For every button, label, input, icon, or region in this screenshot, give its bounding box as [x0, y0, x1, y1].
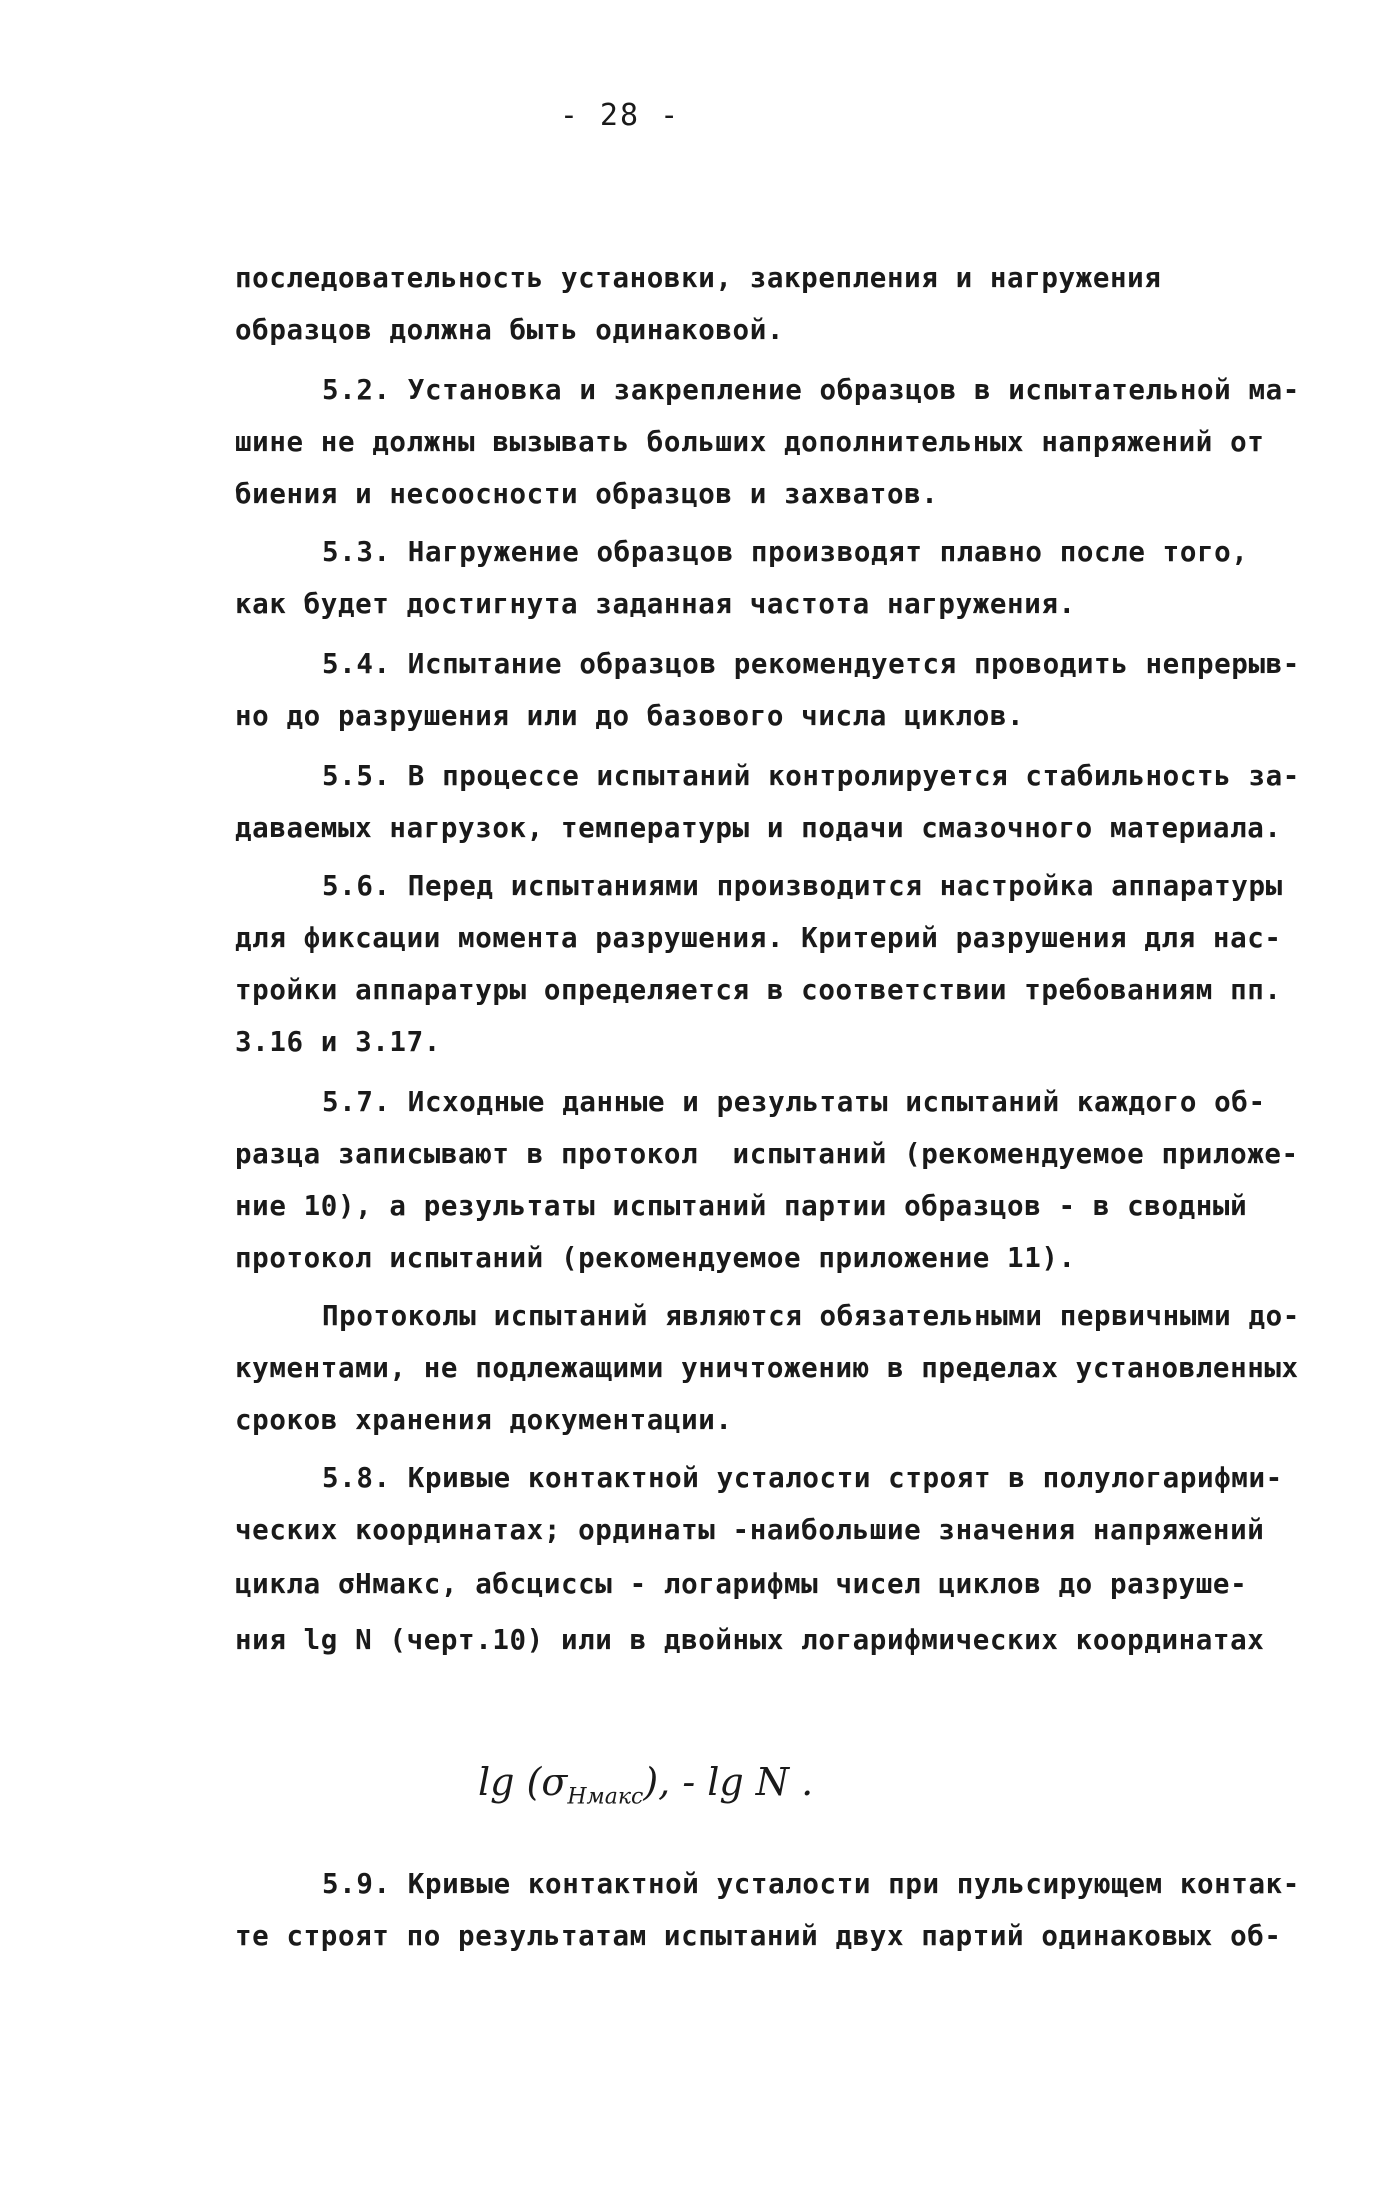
text-line: ние 10), а результаты испытаний партии образцов - в сводный — [235, 1190, 1248, 1222]
text-line: ния lg N (черт.10) или в двойных логарифмических координатах — [235, 1624, 1265, 1656]
text-line: даваемых нагрузок, температуры и подачи смазочного материала. — [235, 812, 1282, 844]
text-line: 5.5. В процессе испытаний контролируется стабильность за- — [322, 760, 1300, 792]
text-line: те строят по результатам испытаний двух партий одинаковых об- — [235, 1920, 1282, 1952]
text-line: 5.7. Исходные данные и результаты испытаний каждого об- — [322, 1086, 1266, 1118]
text-line: Протоколы испытаний являются обязательными первичными до- — [322, 1300, 1300, 1332]
text-line: шине не должны вызывать больших дополнительных напряжений от — [235, 426, 1265, 458]
text-line: последовательность установки, закрепления и нагружения — [235, 262, 1162, 294]
text-line: протокол испытаний (рекомендуемое приложение 11). — [235, 1242, 1076, 1274]
formula — [478, 1760, 813, 1810]
text-line: биения и несоосности образцов и захватов. — [235, 478, 939, 510]
text-line: 5.3. Нагружение образцов производят плавно после того, — [322, 536, 1249, 568]
text-line: 5.2. Установка и закрепление образцов в испытательной ма- — [322, 374, 1300, 406]
text-line: 5.9. Кривые контактной усталости при пульсирующем контак- — [322, 1868, 1300, 1900]
text-line: 5.8. Кривые контактной усталости строят в полулогарифми- — [322, 1462, 1283, 1494]
text-line: разца записывают в протокол испытаний (рекомендуемое приложе- — [235, 1138, 1299, 1170]
formula-subscript: Hмакс — [567, 1784, 644, 1810]
formula-rhs: ), - lg N . — [643, 1760, 814, 1804]
text-line: для фиксации момента разрушения. Критерий разрушения для нас- — [235, 922, 1282, 954]
text-line: но до разрушения или до базового числа циклов. — [235, 700, 1025, 732]
text-line: как будет достигнута заданная частота нагружения. — [235, 588, 1076, 620]
text-line: кументами, не подлежащими уничтожению в пределах установленных — [235, 1352, 1299, 1384]
text-line: 5.6. Перед испытаниями производится настройка аппаратуры — [322, 870, 1283, 902]
formula-lhs: lg (σ — [478, 1760, 568, 1804]
text-line: образцов должна быть одинаковой. — [235, 314, 785, 346]
text-line: 3.16 и 3.17. — [235, 1026, 441, 1058]
text-line: цикла σHмакс, абсциссы - логарифмы чисел циклов до разруше- — [235, 1568, 1248, 1600]
text-line: ческих координатах; ординаты -наибольшие значения напряжений — [235, 1514, 1265, 1546]
page-number: - 28 - — [559, 98, 681, 133]
text-line: тройки аппаратуры определяется в соответствии требованиям пп. — [235, 974, 1282, 1006]
text-line: сроков хранения документации. — [235, 1404, 733, 1436]
text-line: 5.4. Испытание образцов рекомендуется проводить непрерыв- — [322, 648, 1300, 680]
